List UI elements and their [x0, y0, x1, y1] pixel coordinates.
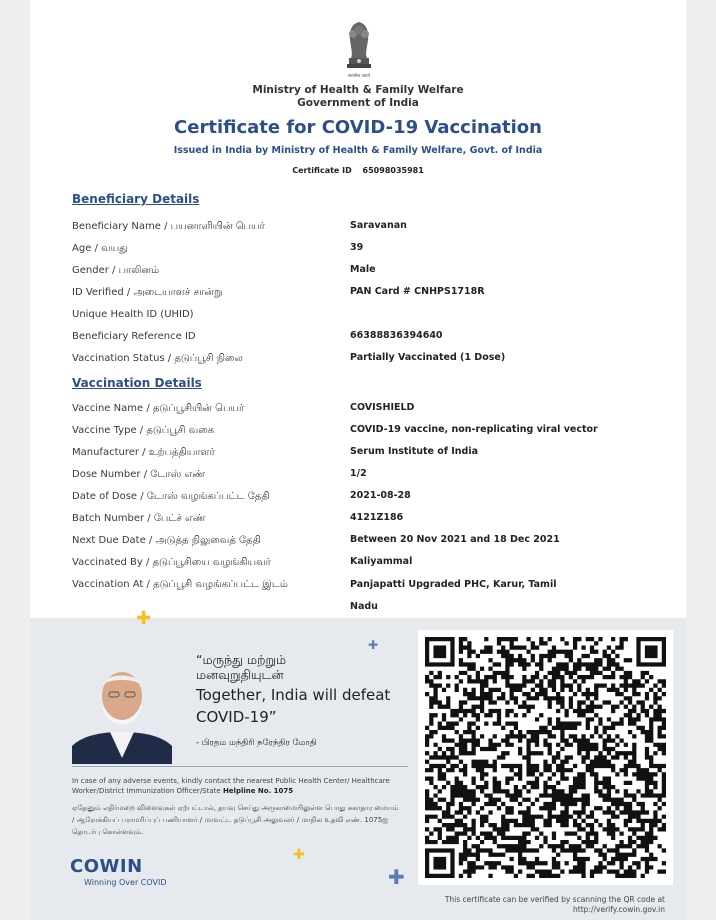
detail-value: PAN Card # CNHPS1718R: [350, 286, 485, 297]
helpline-text-body: In case of any adverse events, kindly contact the nearest Public Health Center/ Healthcare Worker/District Immunization Officer/State: [72, 777, 390, 795]
detail-row-age: [72, 243, 692, 263]
detail-label: Next Due Date / அடுத்த நிலுவைத் தேதி: [72, 535, 261, 546]
verify-note: [420, 895, 665, 915]
detail-value: 1/2: [350, 468, 367, 479]
certificate-title: Certificate for COVID-19 Vaccination: [174, 117, 542, 138]
detail-value: 66388836394640: [350, 330, 443, 341]
detail-label: ID Verified / அடையாளச் சான்று: [72, 287, 223, 298]
emblem-caption: सत्यमेव जयते: [347, 74, 371, 79]
detail-value: Serum Institute of India: [350, 446, 479, 457]
detail-row-batch-number: [72, 513, 692, 533]
helpline-number: Helpline No. 1075: [222, 787, 294, 795]
detail-value: Male: [350, 264, 376, 275]
quote-tamil-line-2: மனவுறுதியுடன்: [196, 667, 284, 682]
plus-decoration-icon: ✚: [368, 638, 379, 652]
detail-label: Vaccination Status / தடுப்பூசி நிலை: [72, 353, 243, 364]
detail-row-uhid: [72, 309, 692, 329]
certificate-id-label: Certificate ID: [292, 166, 352, 175]
detail-value: Kaliyammal: [350, 556, 413, 567]
detail-value: 2021-08-28: [350, 490, 411, 501]
detail-row-vaccination-status: [72, 353, 692, 373]
cowin-logo: COWIN: [70, 856, 143, 877]
certificate-subtitle: Issued in India by Ministry of Health & Family Welfare, Govt. of India: [173, 145, 543, 156]
detail-value: COVID-19 vaccine, non-replicating viral vector: [350, 424, 598, 435]
detail-label: Date of Dose / டோஸ் வழங்கப்பட்ட தேதி: [72, 491, 270, 502]
detail-value: COVISHIELD: [350, 402, 415, 413]
vaccination-details-heading: Vaccination Details: [72, 376, 202, 390]
ministry-line-1: Ministry of Health & Family Welfare: [252, 84, 464, 96]
detail-label: Gender / பாலினம்: [72, 265, 160, 276]
prime-minister-photo-icon: [72, 662, 172, 764]
helpline-tamil: ஏதேனும் எதிர்மறை விளைவுகள் ஏற்பட்டால், தயவு செய்து அருகாமையிலுள்ள பொது சுகாதார மையம் / ஆரோக்கியப் பராமரிப்புப் பணியாளர் / மாவட்ட தடுப்பூசி அலுவலர் / மாநில உதவி எண். 1075ஐ தொடர்பு கொள்ளவும்.: [72, 804, 399, 836]
detail-label: Batch Number / பேட்ச் எண்: [72, 513, 206, 524]
plus-decoration-icon: ✚: [388, 865, 405, 889]
detail-label: Vaccine Type / தடுப்பூசி வகை: [72, 425, 215, 436]
detail-row-manufacturer: [72, 447, 692, 467]
state-emblem-icon: [339, 18, 379, 80]
detail-value: Panjapatti Upgraded PHC, Karur, Tamil Nadu: [350, 579, 557, 612]
cowin-tagline: Winning Over COVID: [84, 878, 167, 887]
verify-line-2: http://verify.cowin.gov.in: [573, 905, 665, 914]
quote-attribution: - பிரதம மந்திரி நரேந்திர மோதி: [196, 738, 317, 748]
detail-value: Partially Vaccinated (1 Dose): [350, 352, 506, 363]
banner-divider: [72, 766, 408, 767]
detail-label: Vaccine Name / தடுப்பூசியின் பெயர்: [72, 403, 245, 414]
detail-value: 39: [350, 242, 364, 253]
detail-row-reference-id: [72, 331, 692, 351]
detail-value: Between 20 Nov 2021 and 18 Dec 2021: [350, 534, 560, 545]
plus-decoration-icon: ✚: [293, 847, 305, 863]
detail-row-vaccination-at: [72, 579, 692, 612]
detail-value: 4121Z186: [350, 512, 404, 523]
detail-row-gender: [72, 265, 692, 285]
quote-english: Together, India will defeat COVID-19”: [196, 686, 391, 726]
helpline-text: [72, 776, 402, 796]
detail-label: Manufacturer / உற்பத்தியாளர்: [72, 447, 215, 458]
beneficiary-details-heading: Beneficiary Details: [72, 192, 200, 206]
detail-row-id-verified: [72, 287, 692, 307]
detail-value: Saravanan: [350, 220, 407, 231]
verify-line-1: This certificate can be verified by scanning the QR code at: [444, 895, 665, 904]
certificate-id-value: 65098035981: [362, 166, 424, 175]
ministry-line-2: Government of India: [297, 97, 419, 109]
detail-label: Age / வயது: [72, 243, 128, 254]
detail-row-vaccine-type: [72, 425, 692, 445]
detail-row-next-due-date: [72, 535, 692, 555]
detail-row-beneficiary-name: [72, 221, 692, 241]
detail-label: Vaccination At / தடுப்பூசி வழங்கப்பட்ட இடம்: [72, 579, 288, 590]
certificate-id: [0, 166, 716, 175]
ministry-name: [0, 84, 716, 110]
detail-label: Vaccinated By / தடுப்பூசியை வழங்கியவர்: [72, 557, 271, 568]
detail-row-dose-number: [72, 469, 692, 489]
qr-code-panel: [418, 630, 673, 885]
qr-code-icon: [425, 637, 666, 878]
detail-row-vaccine-name: [72, 403, 692, 423]
plus-decoration-icon: ✚: [136, 608, 152, 629]
detail-label: Beneficiary Reference ID: [72, 331, 196, 342]
detail-label: Beneficiary Name / பயனாளியின் பெயர்: [72, 221, 265, 232]
detail-label: Unique Health ID (UHID): [72, 309, 194, 320]
quote-tamil: [196, 652, 396, 682]
quote-tamil-line-1: “மருந்து மற்றும்: [196, 652, 287, 667]
detail-label: Dose Number / டோஸ் எண்: [72, 469, 205, 480]
detail-row-date-of-dose: [72, 491, 692, 511]
